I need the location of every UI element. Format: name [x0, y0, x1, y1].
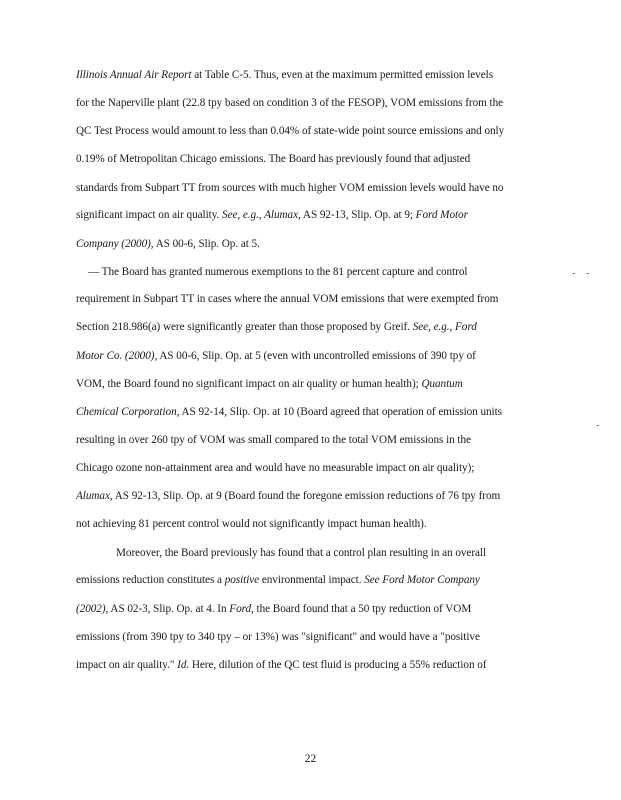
text-segment: emissions (from 390 tpy to 340 tpy – or 13%) was "significant" and would have a "positive — [76, 631, 480, 643]
italic-citation: positive — [224, 574, 260, 586]
text-segment: AS 02-3, Slip. Op. at 4. In — [108, 603, 230, 615]
italic-citation: See, e.g., Alumax, — [222, 209, 301, 221]
text-segment: environmental impact. — [259, 574, 365, 586]
text-segment: AS 00-6, Slip. Op. at 5. — [153, 238, 260, 250]
text-line — [76, 433, 546, 447]
text-line — [116, 546, 586, 560]
text-segment: at Table C-5. Thus, even at the maximum permitted emission levels — [191, 69, 493, 81]
text-segment: not achieving 81 percent control would not significantly impact human health). — [76, 518, 427, 530]
italic-citation: Company (2000), — [76, 238, 154, 250]
text-segment: VOM, the Board found no significant impact on air quality or human health); — [76, 378, 422, 390]
margin-mark: - — [596, 420, 600, 431]
text-segment: Section 218.986(a) were significantly greater than those proposed by Greif. — [76, 321, 413, 333]
text-line — [76, 96, 546, 110]
text-segment: the Board found that a 50 tpy reduction of VOM — [253, 603, 472, 615]
text-segment: impact on air quality." — [76, 659, 178, 671]
text-segment: AS 00-6, Slip. Op. at 5 (even with uncontrolled emissions of 390 tpy of — [157, 350, 476, 362]
italic-citation: See, e.g., Ford — [412, 321, 477, 333]
text-line — [76, 489, 546, 503]
text-line — [76, 124, 546, 138]
text-line — [76, 349, 546, 363]
margin-mark: - — [586, 268, 590, 279]
italic-citation: Chemical Corporation, — [76, 406, 180, 418]
italic-citation: Id. — [177, 659, 190, 671]
italic-citation: Motor Co. (2000), — [76, 350, 158, 362]
page-number: 22 — [304, 753, 317, 765]
text-segment: — The Board has granted numerous exemptions to the 81 percent capture and control — [88, 266, 468, 278]
text-segment: AS 92-13, Slip. Op. at 9 (Board found the foregone emission reductions of 76 tpy from — [112, 490, 501, 502]
text-segment: significant impact on air quality. — [76, 209, 223, 221]
text-line — [76, 237, 546, 251]
italic-citation: Alumax, — [76, 490, 113, 502]
text-line — [76, 658, 546, 672]
text-segment: requirement in Subpart TT in cases where the annual VOM emissions that were exempted from — [76, 293, 499, 305]
text-line — [76, 517, 546, 531]
italic-citation: Quantum — [421, 378, 463, 390]
italic-citation: Illinois Annual Air Report — [76, 69, 192, 81]
text-segment: Chicago ozone non-attainment area and would have no measurable impact on air quality); — [76, 462, 475, 474]
text-line — [76, 630, 546, 644]
text-segment: for the Naperville plant (22.8 tpy based on condition 3 of the FESOP), VOM emissions from the — [76, 97, 504, 109]
text-line — [76, 152, 546, 166]
text-line — [76, 181, 546, 195]
text-line — [76, 461, 546, 475]
text-line — [76, 292, 546, 306]
text-segment: emissions reduction constitutes a — [76, 574, 225, 586]
text-line — [76, 320, 546, 334]
text-line — [76, 602, 546, 616]
text-line — [76, 377, 546, 391]
italic-citation: Ford Motor — [415, 209, 468, 221]
text-line — [76, 208, 546, 222]
text-segment: AS 92-13, Slip. Op. at 9; — [300, 209, 416, 221]
text-segment: resulting in over 260 tpy of VOM was small compared to the total VOM emissions in the — [76, 434, 471, 446]
text-line — [76, 573, 546, 587]
italic-citation: (2002), — [76, 603, 109, 615]
text-segment: standards from Subpart TT from sources with much higher VOM emission levels would have no — [76, 182, 504, 194]
margin-mark: - — [572, 268, 576, 279]
text-segment: QC Test Process would amount to less than 0.04% of state-wide point source emissions and only — [76, 125, 505, 137]
text-segment: 0.19% of Metropolitan Chicago emissions. The Board has previously found that adjusted — [76, 153, 471, 165]
italic-citation: Ford, — [229, 603, 254, 615]
italic-citation: See Ford Motor Company — [364, 574, 480, 586]
text-line — [76, 68, 546, 82]
text-line — [88, 265, 558, 279]
text-segment: Here, dilution of the QC test fluid is producing a 55% reduction of — [189, 659, 487, 671]
text-segment: Moreover, the Board previously has found that a control plan resulting in an overall — [116, 547, 487, 559]
text-segment: AS 92-14, Slip. Op. at 10 (Board agreed that operation of emission units — [179, 406, 502, 418]
text-line — [76, 405, 546, 419]
